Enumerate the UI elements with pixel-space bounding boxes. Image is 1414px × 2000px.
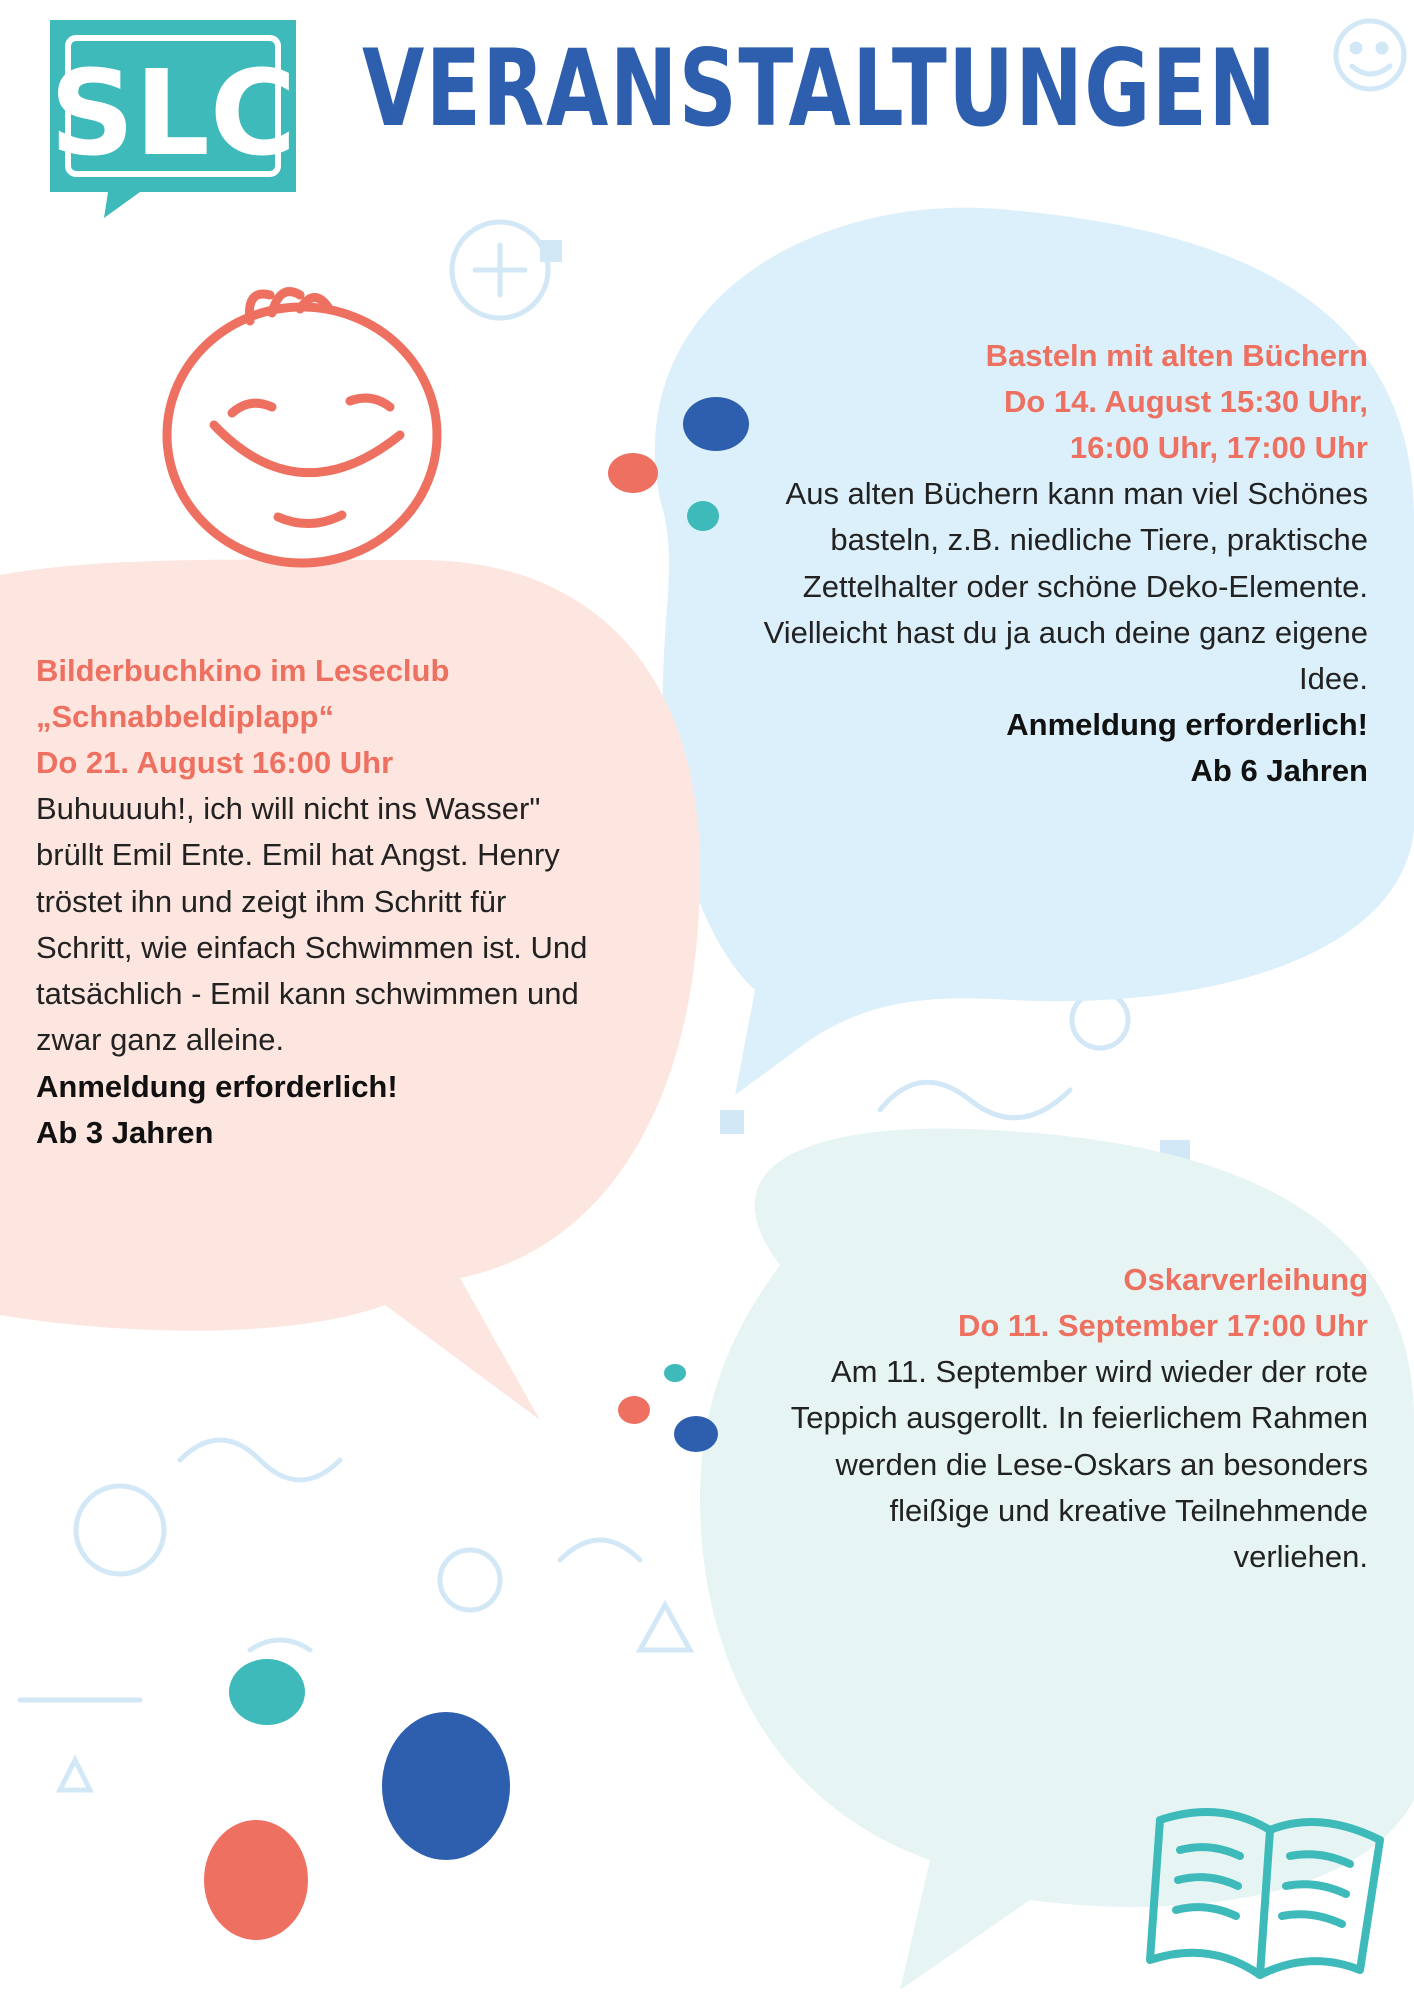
event-date: Do 14. August 15:30 Uhr,: [1003, 384, 1368, 419]
event-date: Do 21. August 16:00 Uhr: [36, 745, 394, 780]
event-age: Ab 3 Jahren: [36, 1114, 214, 1150]
event-description: Buhuuuuh!, ich will nicht ins Wasser" brüllt Emil Ente. Emil hat Angst. Henry tröstet ihn und zeigt ihm Schritt für Schritt, wie einfach Schwimmen ist. Und tatsächlich - Emil kann schwimmen und zwar ganz alleine.: [36, 791, 588, 1058]
event-date: 16:00 Uhr, 17:00 Uhr: [1069, 430, 1368, 465]
event-age: Ab 6 Jahren: [1190, 753, 1368, 789]
event-basteln: [700, 333, 1368, 794]
event-oskarverleihung: [760, 1257, 1368, 1580]
event-description: Am 11. September wird wieder der rote Teppich ausgerollt. In feierlichem Rahmen werden die Lese-Oskars an besonders fleißige und kreative Teilnehmende verliehen.: [790, 1354, 1368, 1575]
page-title: VERANSTALTUNGEN: [362, 27, 1278, 150]
event-registration: Anmeldung erforderlich!: [1006, 707, 1368, 743]
open-book-icon: [1140, 1790, 1400, 1990]
event-registration: Anmeldung erforderlich!: [36, 1068, 398, 1104]
event-title: Bilderbuchkino im Leseclub: [36, 653, 450, 688]
event-description: Aus alten Büchern kann man viel Schönes basteln, z.B. niedliche Tiere, praktische Zettelhalter oder schöne Deko-Elemente. Vielleicht hast du ja auch deine ganz eigene Idee.: [763, 476, 1368, 697]
event-bilderbuchkino: [36, 648, 596, 1156]
logo-text: SLC: [49, 44, 297, 182]
smiley-face-icon: [150, 285, 480, 575]
event-title: „Schnabbeldiplapp“: [36, 699, 334, 734]
event-date: Do 11. September 17:00 Uhr: [957, 1308, 1368, 1343]
event-title: Basteln mit alten Büchern: [985, 338, 1368, 373]
slc-logo: [42, 14, 304, 222]
event-title: Oskarverleihung: [1123, 1262, 1368, 1297]
